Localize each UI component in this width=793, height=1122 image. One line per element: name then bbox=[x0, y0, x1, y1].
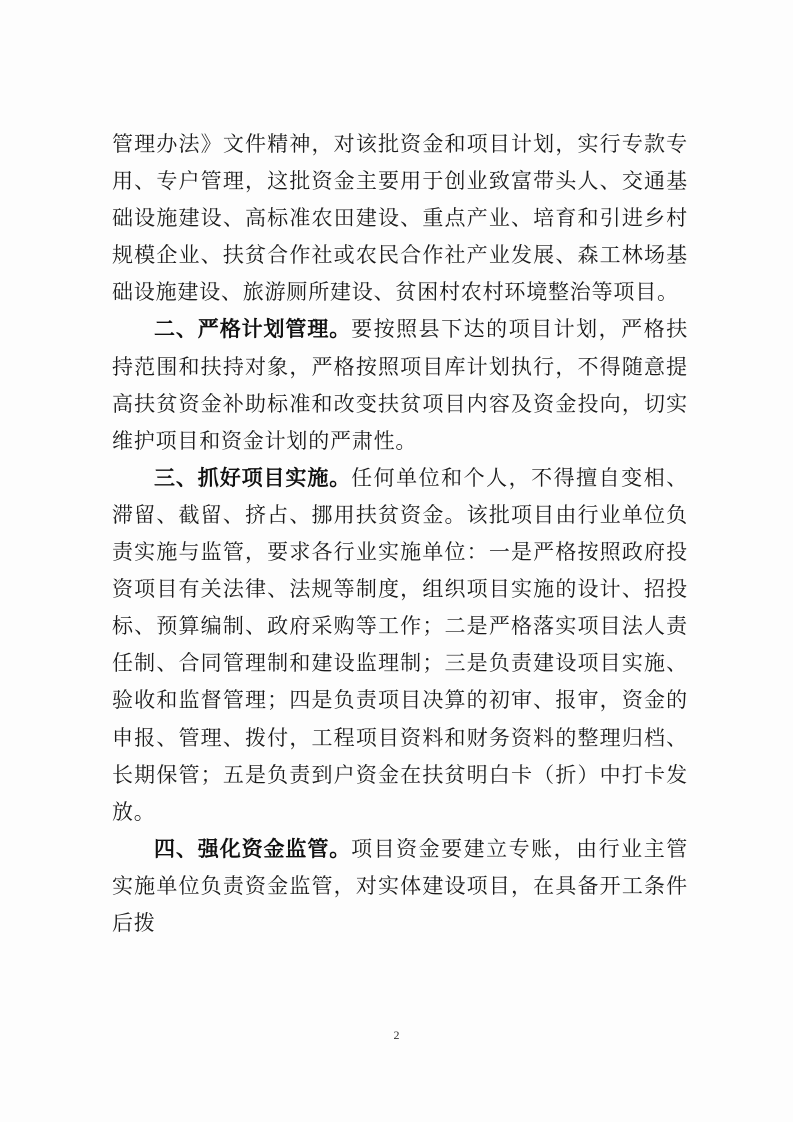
paragraph-continuation bbox=[112, 126, 688, 311]
paragraph-plan-management bbox=[112, 311, 688, 459]
section-heading: 三、抓好项目实施。 bbox=[154, 465, 352, 490]
paragraph-text: 项目资金要建立专账，由行业主管实施单位负责资金监管，对实体建设项目，在具备开工条件后拨 bbox=[112, 836, 688, 935]
section-heading: 四、强化资金监管。 bbox=[154, 836, 352, 861]
page-number: 2 bbox=[393, 1028, 400, 1042]
paragraph-text: 要按照县下达的项目计划，严格扶持范围和扶持对象，严格按照项目库计划执行，不得随意提高扶贫资金补助标准和改变扶贫项目内容及资金投向，切实维护项目和资金计划的严肃性。 bbox=[112, 317, 688, 453]
paragraph-project-implementation bbox=[112, 460, 688, 831]
section-heading: 二、严格计划管理。 bbox=[154, 317, 352, 342]
paragraph-text: 任何单位和个人，不得擅自变相、滞留、截留、挤占、挪用扶贫资金。该批项目由行业单位负责实施与监管，要求各行业实施单位：一是严格按照政府投资项目有关法律、法规等制度，组织项目实施的设计、招投标、预算编制、政府采购等工作；二是严格落实项目法人责任制、合同管理制和建设监理制；三是负责建设项目实施、验收和监督管理；四是负责项目决算的初审、报审，资金的申报、管理、拨付，工程项目资料和财务资料的整理归档、长期保管；五是负责到户资金在扶贫明白卡（折）中打卡发放。 bbox=[112, 465, 688, 824]
document-body bbox=[112, 126, 688, 942]
paragraph-fund-supervision bbox=[112, 831, 688, 942]
paragraph-text: 管理办法》文件精神，对该批资金和项目计划，实行专款专用、专户管理，这批资金主要用于创业致富带头人、交通基础设施建设、高标准农田建设、重点产业、培育和引进乡村规模企业、扶贫合作社或农民合作社产业发展、森工林场基础设施建设、旅游厕所建设、贫困村农村环境整治等项目。 bbox=[112, 132, 688, 305]
